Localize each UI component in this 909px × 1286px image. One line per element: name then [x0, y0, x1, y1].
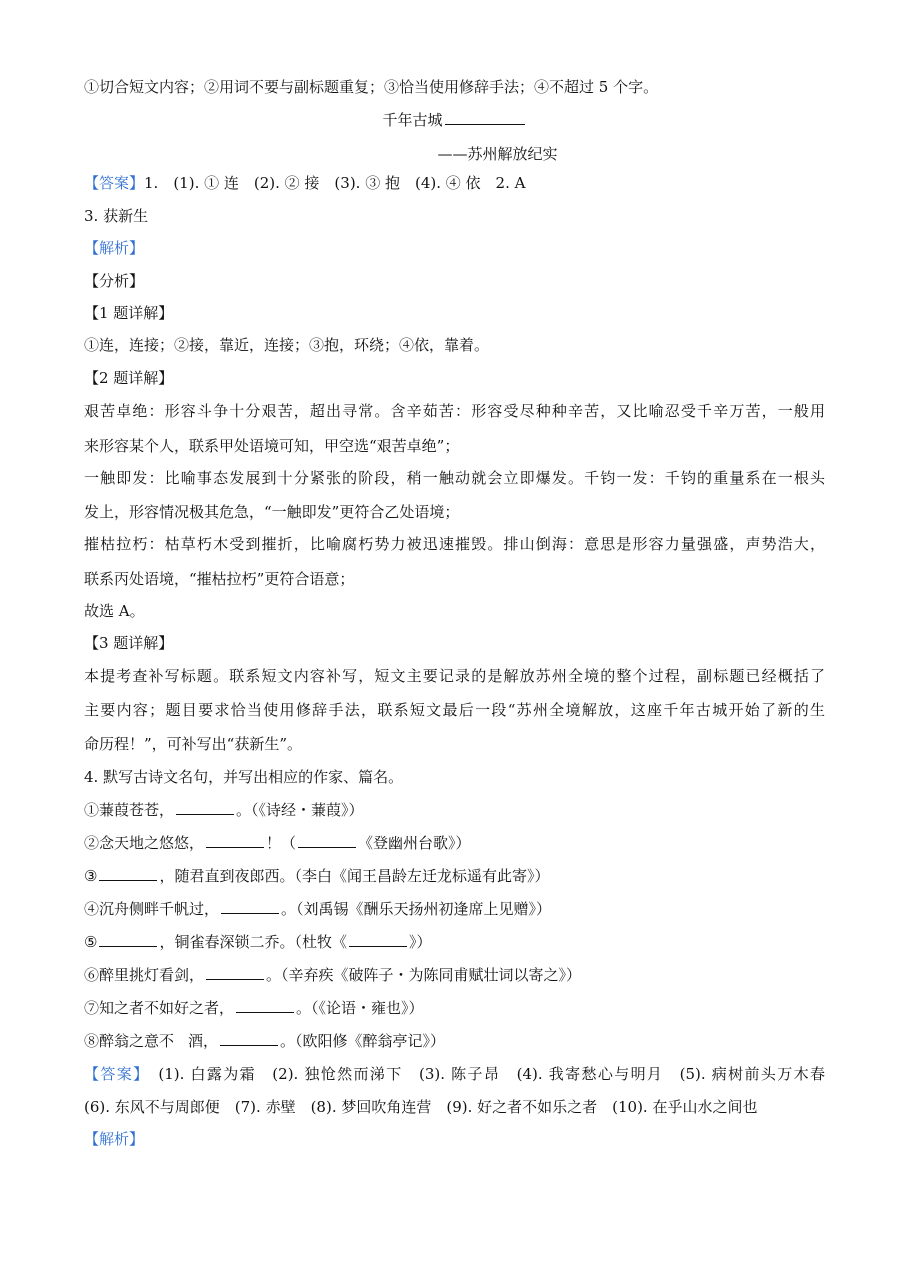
q4-item-3-lead: ③	[84, 867, 98, 885]
q4-item-7-lead: ⑦知之者不如好之者，	[84, 999, 235, 1017]
q4-item-2-mid: ！（	[266, 834, 297, 852]
q4-item-5-lead: ⑤	[84, 933, 98, 951]
analysis-tag: 【解析】	[84, 239, 145, 257]
blank-8	[206, 965, 264, 980]
q1-tag: 【1 题详解】	[84, 304, 174, 322]
q4-item-2-source: 《登幽州台歌》）	[358, 834, 471, 852]
answer-1-line	[84, 173, 825, 193]
q4-item-5-mid: ，铜雀春深锁二乔。（杜牧《	[159, 933, 347, 951]
q4-item-6	[84, 965, 825, 985]
q4-item-7-source: 。（《论语・雍也》）	[296, 999, 424, 1017]
requirement-line: ①切合短文内容；②用词不要与副标题重复；③恰当使用修辞手法；④不超过 5 个字。	[84, 78, 659, 96]
blank-9	[236, 998, 294, 1013]
q4-title: 4. 默写古诗文名句，并写出相应的作家、篇名。	[84, 768, 404, 786]
answer-4-tag: 【答案】	[84, 1065, 142, 1083]
q4-item-8-source: 。（欧阳修《醉翁亭记》）	[280, 1032, 446, 1050]
q2-paragraph-2a: 一触即发：比喻事态发展到十分紧张的阶段，稍一触动就会立即爆发。千钧一发：千钧的重量系在一根头	[84, 469, 825, 487]
answer-4-line-2: (6). 东风不与周郎便 (7). 赤壁 (8). 梦回吹角连营 (9). 好之者不如乐之者 (10). 在乎山水之间也	[84, 1098, 758, 1116]
q2-paragraph-3b: 联系丙处语境，“摧枯拉朽”更符合语意；	[84, 570, 355, 588]
q3-text-c: 命历程！”，可补写出“获新生”。	[84, 735, 303, 753]
q2-paragraph-1a: 艰苦卓绝：形容斗争十分艰苦，超出寻常。含辛茹苦：形容受尽种种辛苦，又比喻忍受千辛万苦，一般用	[84, 402, 825, 420]
q4-item-5-source: 》）	[408, 933, 432, 951]
q4-item-7	[84, 998, 825, 1018]
q2-paragraph-2b: 发上，形容情况极其危急，“一触即发”更符合乙处语境；	[84, 503, 460, 521]
q4-item-3	[84, 866, 825, 886]
blank-1	[176, 800, 234, 815]
blank-5	[221, 899, 279, 914]
q1-text: ①连，连接；②接，靠近，连接；③抱，环绕；④依，靠着。	[84, 336, 490, 354]
answer-4-text-1: (1). 白露为霜 (2). 独怆然而涕下 (3). 陈子昂 (4). 我寄愁心与明月 (5). 病树前头万木春	[158, 1065, 825, 1083]
blank-6	[99, 932, 157, 947]
q4-item-4-source: 。（刘禹锡《酬乐天扬州初逢席上见赠》）	[281, 900, 552, 918]
analysis-tag-2: 【解析】	[84, 1130, 145, 1148]
title-blank	[445, 110, 525, 125]
q4-item-8-mid: 酒，	[188, 1032, 219, 1050]
blank-10	[220, 1031, 278, 1046]
q4-item-1-source: 。（《诗经・蒹葭》）	[236, 801, 364, 819]
title-main: 千年古城	[382, 111, 443, 129]
q4-item-1-lead: ①蒹葭苍苍，	[84, 801, 175, 819]
title-line	[0, 110, 909, 130]
fenxi-tag: 【分析】	[84, 272, 145, 290]
q4-item-6-source: 。（辛弃疾《破阵子・为陈同甫赋壮词以寄之》）	[266, 966, 582, 984]
q4-item-2-lead: ②念天地之悠悠，	[84, 834, 205, 852]
q4-item-5	[84, 932, 825, 952]
q4-item-3-source: ，随君直到夜郎西。（李白《闻王昌龄左迁龙标遥有此寄》）	[159, 867, 550, 885]
answer-3-line: 3. 获新生	[84, 207, 149, 225]
q2-paragraph-1b: 来形容某个人，联系甲处语境可知，甲空选“艰苦卓绝”；	[84, 437, 460, 455]
q3-text-a: 本提考查补写标题。联系短文内容补写，短文主要记录的是解放苏州全境的整个过程，副标题已经概括了	[84, 667, 825, 685]
q4-item-1	[84, 800, 825, 820]
q4-item-4	[84, 899, 825, 919]
blank-3	[298, 833, 356, 848]
q4-item-4-lead: ④沉舟侧畔千帆过，	[84, 900, 220, 918]
answer-tag: 【答案】	[84, 174, 145, 192]
q4-item-8-lead: ⑧醉翁之意不	[84, 1032, 175, 1050]
q2-paragraph-3a: 摧枯拉朽：枯草朽木受到摧折，比喻腐朽势力被迅速摧毁。排山倒海：意思是形容力量强盛，声势浩大，	[84, 535, 825, 553]
blank-7	[349, 932, 407, 947]
q3-tag: 【3 题详解】	[84, 634, 174, 652]
blank-2	[206, 833, 264, 848]
q3-text-b: 主要内容；题目要求恰当使用修辞手法，联系短文最后一段“苏州全境解放，这座千年古城开始了新的生	[84, 701, 825, 719]
q2-tag: 【2 题详解】	[84, 369, 174, 387]
q4-item-8	[84, 1031, 825, 1051]
answer-4-line-1	[84, 1064, 825, 1084]
answer-1-text: 1. (1). ① 连 (2). ② 接 (3). ③ 抱 (4). ④ 依 2. A	[144, 174, 526, 192]
q2-conclusion: 故选 A。	[84, 602, 145, 620]
blank-4	[99, 866, 157, 881]
q4-item-2	[84, 833, 825, 853]
q4-item-6-lead: ⑥醉里挑灯看剑，	[84, 966, 205, 984]
subtitle: ——苏州解放纪实	[437, 145, 558, 163]
